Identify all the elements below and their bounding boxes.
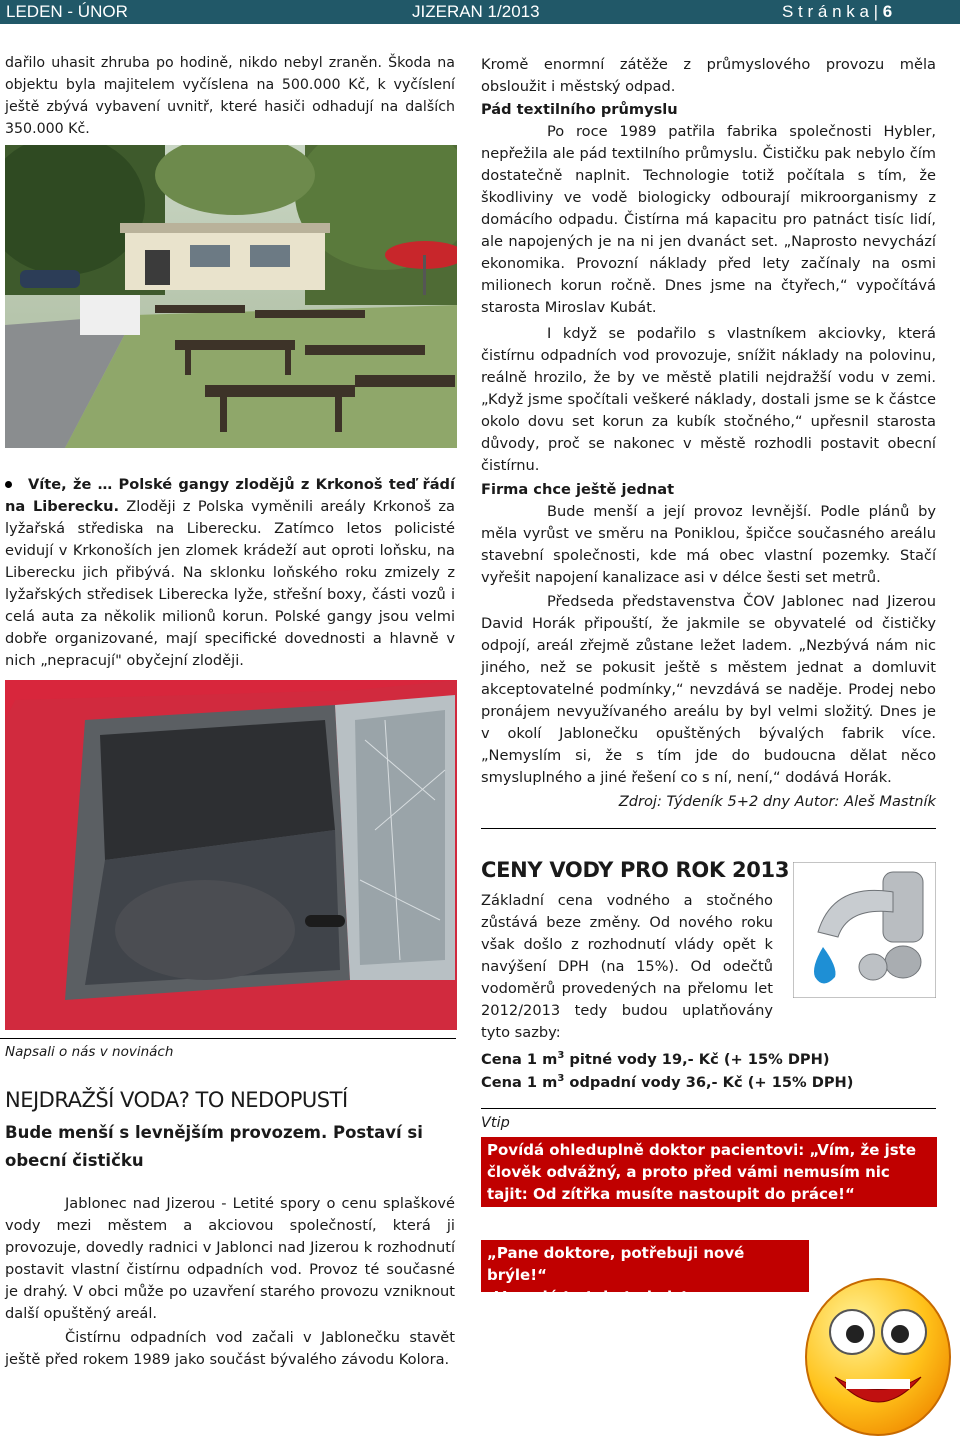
smiley-icon <box>800 1262 956 1438</box>
joke-rule <box>481 1108 936 1109</box>
news-label: Napsali o nás v novinách <box>5 1044 174 1060</box>
right-paragraph-2: Po roce 1989 patřila fabrika společnosti Hybler, nepřežila ale pád textilního průmyslu. Čističku pak nebylo čím dostatečně naplnit. Technologie totiž počítala s tím, že škodliviny ve vodě biologicky odbourají mikroorganismy z domácího odpadu. Čistírna má kapacitu pro patnáct tisíc lidí, ale napojených je na ni jen dvanáct set. „Naprosto nevychází ekonomika. Provozní náklady před lety začínaly na osmi milionech korun ročně. Dnes jsme na čtyřech,“ vypočítává starosta Miroslav Kubát. <box>481 123 936 316</box>
polish-gangs-article <box>5 474 455 672</box>
bullet-body: Zloději z Polska vyměnili areály Krkonoš za lyžařská střediska na Liberecku. Zatímco letos policisté evidují v Krkonoších jen zlomek krádeží aut oproti loňsku, na Liberecku jich přibývá. Na sklonku loňského roku zmizely z lyžařských středisek Liberecka lyže, střešní boxy, části vozů i celá auta za několik milionů korun. Polské gangy jsou velmi dobře organizované, mají specifické dovednosti a hlavně v nich „nepracují" obyčejní zloději. <box>5 498 455 669</box>
right-paragraph-4: Bude menší a její provoz levnější. Podle plánů by měla vyrůst ve směru na Poniklou, špičce současného areálu stavební společnosti, kde má obec vlastní pozemky. Stačí vyřešit napojení kanalizace asi v délce šesti set metrů. <box>481 503 936 586</box>
joke-box-1: Povídá ohleduplně doktor pacientovi: „Vím, že jste člověk odvážný, a proto před vámi nemusím nic tajit: Od zítřka musíte nastoupit do práce!“ <box>481 1137 937 1207</box>
joke-question: „Pane doktore, potřebuji nové brýle!“ <box>487 1244 745 1284</box>
article-paragraph-1: Jablonec nad Jizerou - Letité spory o cenu splaškové vody mezi městem a akciovou společností, která ji provozuje, dovedly radnici v Jablonci nad Jizerou k rozhodnutí postavit vlastní čistírnu odpadních vod. Provoz té současné je drahý. V obci může po uzavření starého provozu vzniknout další opuštěný areál. <box>5 1195 455 1322</box>
right-paragraph-3: I když se podařilo s vlastníkem akciovky, která čistírnu odpadních vod provozuje, snížit náklady na polovinu, reálně hrozilo, že by ve městě platili nejdražší vodu v zemi. „Když jsme spočítali veškeré náklady, dostali jsme se k částce okolo dovu set korun za kubík stočného,“ upřesnil starosta důvody, proč se nakonec v městě rozhodli postavit obecní čistírnu. <box>481 325 936 474</box>
price-waste-water <box>481 1068 853 1094</box>
price1-suffix: pitné vody 19,- Kč (+ 15% DPH) <box>564 1050 830 1068</box>
price2-suffix: odpadní vody 36,- Kč (+ 15% DPH) <box>564 1073 854 1091</box>
right-paragraph-5: Předseda představenstva ČOV Jablonec nad Jizerou David Horák připouští, že jakmile se obyvatelé od čističky odpojí, areál zřejmě zůstane ležet ladem. „Nezbývá nám nic jiného, než se pokusit ještě s městem jednat a domluvit akceptovatelné podmínky,“ nevzdává se naděje. Prodej nebo pronájem nevyužívaného areálu by byl velmi složitý. Dnes je v okolí Jablonečku opuštěných bývalých fabrik více. „Nemyslím si, že s tím jde do budoucna dělat něco smysluplného a jiné řešení co s ní, není,“ dodává Horák. <box>481 593 936 786</box>
joke-answer: „Vypadá to tak, tady jste v řeznictví.“ <box>487 1288 714 1328</box>
price2-prefix: Cena 1 m <box>481 1073 558 1091</box>
prices-text: Základní cena vodného a stočného zůstává beze změny. Od nového roku však došlo z rozhodnutí vlády opět k navýšení DPH (na 15%). Od odečtů vodoměrů provedených na přelomu let 2012/2013 tedy budou uplatňovány tyto sazby: <box>481 892 773 1041</box>
header-page-number: 6 <box>882 2 893 21</box>
subheading-textile: Pád textilního průmyslu <box>481 101 678 118</box>
header-page-label <box>782 2 892 22</box>
intro-text: dařilo uhasit zhruba po hodině, nikdo nebyl zraněn. Škoda na objektu byla majitelem vyčíslena na 500.000 Kč, k vyčíslení ještě zbývá vybavení uvnitř, které hasiči odhadují na dalších 350.000 Kč. <box>5 55 455 137</box>
article-source: Zdroj: Týdeník 5+2 dny Autor: Aleš Mastník <box>618 793 936 810</box>
prices-title: CENY VODY PRO ROK 2013 <box>481 858 790 882</box>
price1-prefix: Cena 1 m <box>481 1050 558 1068</box>
price-drinking-water <box>481 1045 830 1071</box>
right-paragraph-1: Kromě enormní zátěže z průmyslového provozu měla obsloužit i městský odpad. <box>481 56 936 95</box>
page-header <box>0 0 960 24</box>
header-months: LEDEN - ÚNOR <box>6 2 128 21</box>
header-issue: JIZERAN 1/2013 <box>412 2 540 21</box>
faucet-icon <box>793 862 936 998</box>
price2-sup: 3 <box>557 1073 565 1084</box>
restaurant-photo <box>5 145 457 448</box>
bullet-headline: Víte, že … Polské gangy zlodějů z Krkonoš teď řádí na Liberecku. <box>5 476 455 515</box>
header-page-prefix: S t r á n k a | <box>782 2 883 21</box>
article-paragraph-2: Čistírnu odpadních vod začali v Jablonečku stavět ještě před rokem 1989 jako součást bývalého závodu Kolora. <box>5 1329 455 1368</box>
article-subheadline: Bude menší s levnějším provozem. Postaví si obecní čističku <box>5 1123 423 1170</box>
subheading-company: Firma chce ještě jednat <box>481 481 675 498</box>
joke-label: Vtip <box>481 1115 510 1131</box>
source-rule <box>481 828 936 829</box>
news-rule <box>0 1038 456 1039</box>
broken-car-photo <box>5 680 457 1030</box>
price1-sup: 3 <box>557 1050 565 1061</box>
article-headline: NEJDRAŽŠÍ VODA? TO NEDOPUSTÍ <box>5 1088 348 1112</box>
joke-box-2 <box>481 1240 809 1328</box>
bullet-dot <box>5 481 12 488</box>
